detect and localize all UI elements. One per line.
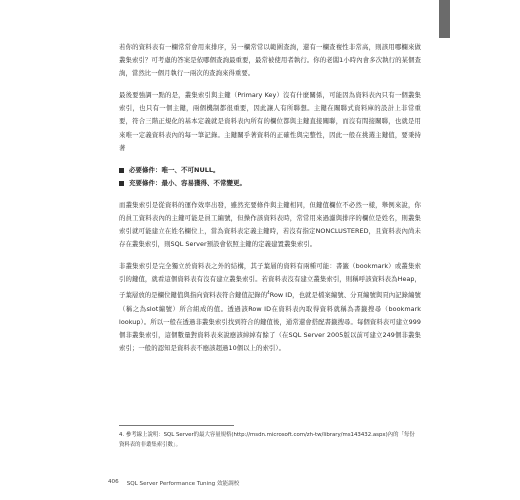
page-number: 406: [108, 479, 119, 485]
footnote-marker: 4: [267, 290, 270, 296]
page-body: [119, 41, 421, 364]
bullet-text: 充要條件：最小、容易獲得、不常變更。: [129, 178, 246, 187]
key-requirements-list: [119, 164, 421, 190]
running-title: SQL Server Performance Tuning 效能調校: [126, 481, 240, 487]
paragraph-nonclustered-index: [119, 260, 421, 355]
footnote-number: 4.: [119, 432, 125, 438]
paragraph-primary-key: 最後要強調一點的是，叢集索引與主鍵（Primary Key）沒有什麼關係，可能因為資料表內只有一個叢集索引，也只有一個主鍵，兩個機制都很重要，因此讓人有所聯想。主鍵在關聯式資料庫的設計上非常重要，符合三階正規化的基本定義就是資料表內所有的欄位都與主鍵直接關聯，而沒有間接關聯，也就是用來唯一定義資料表內的每一筆記錄。主鍵關乎著資料的正確性與完整性，因此一般在挑選主鍵值，要秉持著: [119, 91, 421, 152]
paragraph-clustered-vs-primary: 而叢集索引是從資料的運作效率出發，雖然充要條件與主鍵相同，但鍵值欄位不必然一樣，舉例來說，你的員工資料表內的主鍵可能是員工編號，但操作該資料表時，常常用來過濾與排序的欄位是姓名，則叢集索引就可能建立在姓名欄位上，當為資料表定義主鍵時，若沒有指定NONCLUSTERED，且資料表內尚未存在叢集索引，則SQL Server預設會依照主鍵的定義建置叢集索引。: [119, 200, 421, 249]
paragraph-text: Row ID，也就是檔案編號、分頁編號與頁內記錄編號（稱之為slot編號）所合組成的值。透過該Row ID在資料表內取得資料就稱為書籤搜尋（bookmark lookup）。所以一般在透過非叢集索引找到符合的鍵值後，通常還會搭配書籤搜尋。每個資料表可建立999個非叢集索引，這個數量對資料表來說應該綽綽有餘了（在SQL Server 2005版以前可建立249個非叢集索引；一般的認知是資料表不應該超過10個以上的索引）。: [119, 291, 421, 352]
paragraph-clustered-index-choice: 若你的資料表有一欄常常會用來排序，另一欄常常以範圍查詢，還有一欄查複性非常高，則該用哪欄來做叢集索引？可考慮的答案是依哪個查詢最重要，最常被使用者執行。你的老闆1小時內會多次執行的某個查詢，當然比一個月執行一兩次的查詢來得重要。: [119, 43, 421, 78]
paragraph-text: 非叢集索引是完全獨立於資料表之外的結構，其子葉層的資料有兩種可能：書籤（bookmark）或叢集索引的鍵值，就看這個資料表有沒有建立叢集索引。若資料表沒有建立叢集索引，則稱呼該資料表為Heap，子葉層放的是欄位鍵值與指向資料表符合鍵值記錄的: [119, 262, 421, 300]
footnote-text: 參考線上說明：SQL Server的最大容量規格(http://msdn.microsoft.com/zh-tw/library/ms143432.aspx)內的「每份資料表的非叢集索引數」。: [119, 432, 415, 448]
list-item: [119, 177, 421, 190]
square-bullet-icon: [119, 181, 124, 186]
chapter-edge-tab: [439, 0, 450, 38]
square-bullet-icon: [119, 168, 124, 173]
footnote: [119, 430, 419, 450]
list-item: [119, 164, 421, 177]
bullet-text: 必要條件：唯一、不可NULL。: [129, 165, 220, 174]
page-footer: [108, 479, 239, 487]
footnote-divider: [119, 425, 234, 426]
